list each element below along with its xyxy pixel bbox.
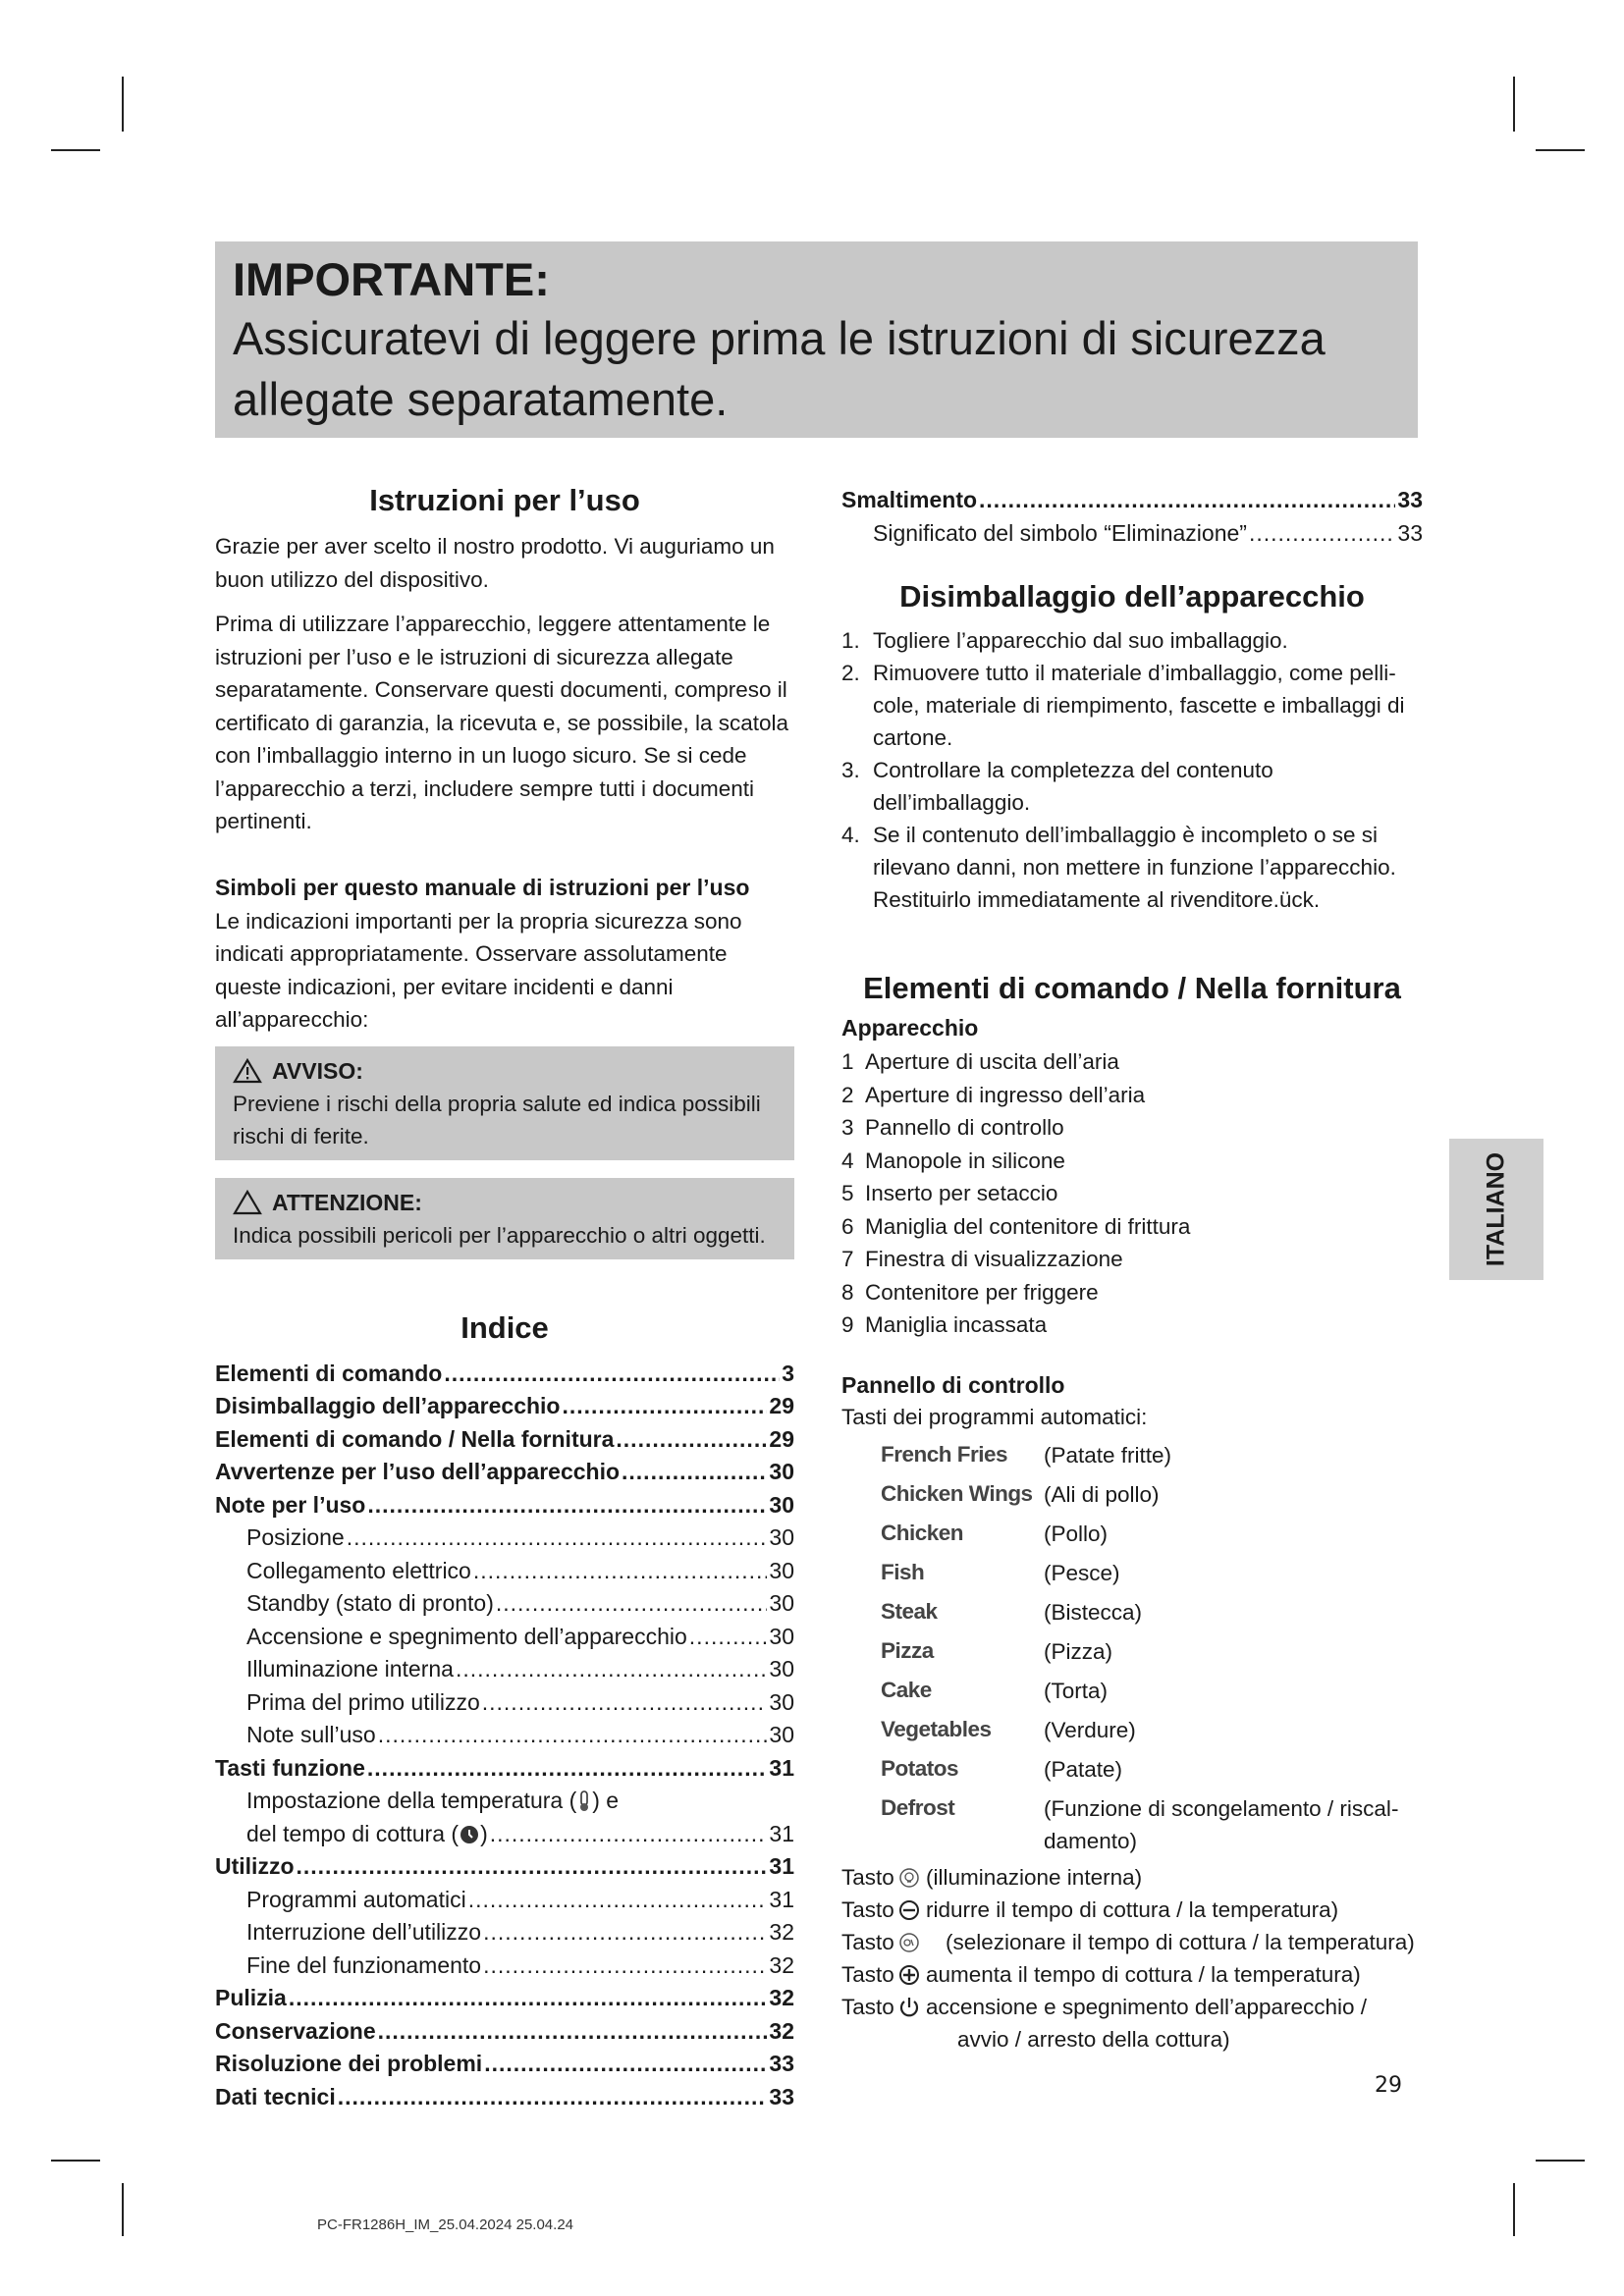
part-number: 2	[841, 1082, 854, 1107]
toc-dots	[468, 1884, 768, 1917]
toc-entry-page: 31	[769, 1886, 794, 1912]
toc-entry[interactable]	[215, 1358, 794, 1391]
footer-code: PC-FR1286H_IM_25.04.2024 25.04.24	[317, 2216, 574, 2233]
toc-entry-page: 33	[769, 2051, 794, 2076]
unpacking-step	[841, 657, 1423, 754]
toc-entry-label: Standby (stato di pronto)	[246, 1590, 494, 1616]
crop-mark	[1536, 2160, 1585, 2162]
program-desc: (Pesce)	[1044, 1561, 1120, 1585]
program-desc: (Pizza)	[1044, 1639, 1113, 1664]
toc-temp-line-1: Impostazione della temperatura ( ) e	[246, 1788, 620, 1813]
key-row-light: Tasto (illuminazione interna)	[841, 1865, 1143, 1890]
part-item	[841, 1177, 1423, 1210]
toc-dots	[1249, 517, 1395, 551]
toc-entry-label: Dati tecnici	[215, 2083, 336, 2109]
part-item	[841, 1045, 1423, 1079]
toc-entry-label: Conservazione	[215, 2017, 376, 2044]
toc-entry[interactable]	[215, 1686, 794, 1720]
clock-icon	[459, 1824, 480, 1845]
program-row	[841, 1749, 1423, 1789]
toc-entry-page: 3	[782, 1360, 794, 1386]
toc-entry-label: Disimballaggio dell’apparecchio	[215, 1393, 561, 1418]
toc-dots	[482, 1686, 768, 1720]
thermometer-icon	[576, 1790, 592, 1812]
program-key: Chicken	[881, 1521, 964, 1545]
toc-dots	[367, 1752, 768, 1786]
banner-text: Assicuratevi di leggere prima le istruzioni di sicurezza allegate separatamente.	[233, 312, 1326, 425]
unpacking-step	[841, 819, 1423, 916]
toc-entry-page: 30	[769, 1459, 794, 1484]
toc-entry-page: 30	[769, 1623, 794, 1649]
toc-entry[interactable]	[215, 1752, 794, 1786]
toc-entry[interactable]	[215, 1850, 794, 1884]
toc-dots	[473, 1555, 768, 1588]
part-label: Aperture di ingresso dell’aria	[865, 1082, 1146, 1107]
toc-entry[interactable]	[841, 484, 1423, 517]
part-label: Contenitore per friggere	[865, 1279, 1099, 1305]
intro-para-2: Prima di utilizzare l’apparecchio, leggere attentamente le istruzioni per l’uso e le istruzioni di sicurezza allegate separatamente. Conservare questi documenti, compreso il certificato di garanzia, la ricevuta e, se possibile, la scatola con l’imballaggio interno in un luogo sicuro. Se si cede l’apparecchio a terzi, includere sempre tutti i documenti pertinenti.	[215, 612, 789, 833]
toc-entry-label: Prima del primo utilizzo	[246, 1688, 480, 1715]
minus-icon	[898, 1899, 920, 1921]
program-row	[841, 1631, 1423, 1671]
toc-entry[interactable]	[841, 517, 1423, 551]
toc-entry[interactable]	[215, 1719, 794, 1752]
part-number: 6	[841, 1213, 854, 1239]
toc-entry-page: 30	[769, 1557, 794, 1583]
toc-entry-label: Accensione e spegnimento dell’apparecchio	[246, 1623, 687, 1649]
programs-intro: Tasti dei programmi automatici:	[841, 1404, 1148, 1429]
toc-entry-label: Risoluzione dei problemi	[215, 2051, 483, 2076]
program-row	[841, 1435, 1423, 1474]
toc-list	[215, 1358, 794, 1786]
language-tab	[1449, 1139, 1543, 1280]
warning-title: AVVISO:	[272, 1057, 363, 1084]
toc-entry[interactable]	[215, 1555, 794, 1588]
key-row-select: Tasto (selezionare il tempo di cottura / la temperatura)	[841, 1930, 1415, 1954]
warning-text: Previene i rischi della propria salute ed indica possibili rischi di ferite.	[233, 1091, 761, 1148]
part-label: Maniglia del contenitore di frittura	[865, 1213, 1191, 1239]
toc-entry-label: Elementi di comando	[215, 1360, 443, 1386]
toc-dots	[483, 1916, 767, 1949]
symbols-text: Le indicazioni importanti per la propria sicurezza sono indicati appropriatamente. Osservare assolutamente queste indicazioni, per evitare incidenti e danni all’apparecchio:	[215, 908, 742, 1032]
toc-list-right	[841, 484, 1423, 550]
keys-last-line: avvio / arresto della cottura)	[957, 2027, 1230, 2052]
toc-entry-page: 32	[769, 2017, 794, 2044]
keys-list	[841, 1861, 1423, 2056]
toc-entry-page: 32	[769, 1919, 794, 1945]
toc-heading: Indice	[460, 1309, 549, 1345]
toc-entry-label: Fine del funzionamento	[246, 1951, 482, 1978]
program-desc: (Funzione di scongelamento / riscaldamento)	[1044, 1796, 1399, 1853]
key-row-power: Tasto accensione e spegnimento dell’apparecchio /	[841, 1995, 1368, 2019]
toc-dots	[979, 484, 1395, 517]
toc-entry-page: 31	[769, 1853, 794, 1879]
crop-mark	[122, 2183, 124, 2236]
toc-temp-line-2[interactable]: del tempo di cottura ( ) ..... 31	[215, 1818, 794, 1851]
part-label: Maniglia incassata	[865, 1312, 1048, 1337]
program-key: Vegetables	[881, 1717, 992, 1741]
caution-title: ATTENZIONE:	[272, 1189, 422, 1215]
part-item	[841, 1308, 1423, 1342]
select-icon	[898, 1932, 920, 1953]
toc-entry-page: 30	[769, 1590, 794, 1616]
step-number: 4.	[841, 823, 860, 847]
part-label: Aperture di uscita dell’aria	[865, 1049, 1119, 1074]
part-number: 3	[841, 1115, 854, 1140]
program-desc: (Verdure)	[1044, 1718, 1136, 1742]
unpacking-steps	[841, 624, 1423, 916]
parts-list	[841, 1045, 1423, 1342]
panel-heading: Pannello di controllo	[841, 1371, 1065, 1398]
toc-entry-page: 30	[769, 1722, 794, 1747]
part-item	[841, 1276, 1423, 1309]
toc-dots	[622, 1456, 767, 1489]
toc-entry-label: Tasti funzione	[215, 1754, 365, 1781]
toc-entry-page: 29	[769, 1393, 794, 1418]
toc-dots	[562, 1390, 767, 1423]
toc-dots	[496, 1587, 768, 1621]
toc-entry[interactable]	[215, 1653, 794, 1686]
step-text: Togliere l’apparecchio dal suo imballaggio.	[873, 628, 1288, 653]
part-label: Finestra di visualizzazione	[865, 1247, 1123, 1271]
program-key: Pizza	[881, 1638, 934, 1663]
program-key: Steak	[881, 1599, 938, 1624]
toc-entry[interactable]	[215, 2081, 794, 2114]
part-number: 1	[841, 1049, 854, 1074]
toc-dots	[689, 1621, 768, 1654]
symbols-heading: Simboli per questo manuale di istruzioni per l’uso	[215, 874, 750, 900]
part-item	[841, 1111, 1423, 1145]
toc-dots	[289, 1982, 768, 2015]
toc-entry-page: 30	[769, 1688, 794, 1715]
toc-entry[interactable]	[215, 2015, 794, 2049]
part-number: 5	[841, 1181, 854, 1205]
toc-entry-page: 33	[769, 2083, 794, 2109]
toc-entry-label: Note sull’uso	[246, 1722, 376, 1747]
toc-dots	[616, 1423, 767, 1457]
part-label: Pannello di controllo	[865, 1115, 1064, 1140]
unpacking-step	[841, 624, 1423, 657]
toc-entry[interactable]	[215, 1456, 794, 1489]
program-key: French Fries	[881, 1442, 1008, 1467]
light-icon	[898, 1867, 920, 1889]
toc-entry[interactable]	[215, 1949, 794, 1983]
warning-box	[215, 1046, 794, 1160]
program-row	[841, 1671, 1423, 1710]
left-column	[215, 481, 794, 2113]
program-row	[841, 1592, 1423, 1631]
toc-entry[interactable]	[215, 1522, 794, 1555]
toc-entry-label: Smaltimento	[841, 487, 978, 512]
step-text: Rimuovere tutto il materiale d’imballaggio, come pellicole, materiale di riempimento, fascette e imballaggi di cartone.	[873, 661, 1405, 750]
caution-box	[215, 1178, 794, 1259]
language-tab-label: ITALIANO	[1482, 1151, 1510, 1267]
part-label: Inserto per setaccio	[865, 1181, 1058, 1205]
toc-entry-page: 30	[769, 1524, 794, 1550]
right-column	[841, 484, 1423, 2056]
toc-entry-label: Interruzione dell’utilizzo	[246, 1919, 482, 1945]
program-key: Cake	[881, 1678, 932, 1702]
intro-para-1: Grazie per aver scelto il nostro prodotto. Vi auguriamo un buon utilizzo del dispositivo.	[215, 534, 775, 592]
program-row	[841, 1514, 1423, 1553]
program-row	[841, 1789, 1423, 1857]
toc-dots	[444, 1358, 780, 1391]
program-desc: (Bistecca)	[1044, 1600, 1143, 1625]
toc-entry-label: Posizione	[246, 1524, 345, 1550]
toc-entry-label: Avvertenze per l’uso dell’apparecchio	[215, 1459, 621, 1484]
step-number: 1.	[841, 628, 860, 653]
program-key: Defrost	[881, 1795, 955, 1820]
toc-entry-page: 30	[769, 1491, 794, 1518]
toc-dots	[338, 2081, 768, 2114]
unpacking-step	[841, 754, 1423, 819]
toc-entry-page: 32	[769, 1985, 794, 2010]
toc-entry[interactable]	[215, 1884, 794, 1917]
toc-entry-page: 29	[769, 1425, 794, 1452]
key-row-minus: Tasto ridurre il tempo di cottura / la temperatura)	[841, 1897, 1339, 1922]
toc-entry-label: Programmi automatici	[246, 1886, 466, 1912]
program-key: Potatos	[881, 1756, 959, 1781]
warning-icon	[233, 1058, 262, 1084]
program-row	[841, 1474, 1423, 1514]
program-desc: (Pollo)	[1044, 1522, 1109, 1546]
banner-title: IMPORTANTE:	[233, 253, 550, 305]
program-key: Fish	[881, 1560, 925, 1584]
controls-heading: Elementi di comando / Nella fornitura	[863, 971, 1401, 1005]
step-number: 2.	[841, 661, 860, 685]
part-item	[841, 1145, 1423, 1178]
program-row	[841, 1710, 1423, 1749]
toc-list-2	[215, 1850, 794, 2113]
device-heading: Apparecchio	[841, 1015, 979, 1041]
program-desc: (Torta)	[1044, 1679, 1109, 1703]
key-row-plus: Tasto aumenta il tempo di cottura / la temperatura)	[841, 1962, 1361, 1987]
program-desc: (Patate fritte)	[1044, 1443, 1172, 1468]
part-item	[841, 1210, 1423, 1244]
part-number: 7	[841, 1247, 854, 1271]
toc-dots	[297, 1850, 768, 1884]
crop-mark	[1513, 2183, 1515, 2236]
toc-entry-page: 33	[1397, 487, 1423, 512]
crop-mark	[51, 149, 100, 151]
toc-entry[interactable]	[215, 1916, 794, 1949]
step-text: Se il contenuto dell’imballaggio è incompleto o se si rilevano danni, non mettere in funzione l’apparecchio. Restituirlo immediatamente al rivenditore.ück.	[873, 823, 1396, 912]
part-number: 9	[841, 1312, 854, 1337]
step-text: Controllare la completezza del contenuto dell’imballaggio.	[873, 758, 1273, 815]
toc-entry-label: Pulizia	[215, 1985, 287, 2010]
toc-entry-page: 30	[769, 1656, 794, 1682]
program-desc: (Patate)	[1044, 1757, 1123, 1782]
toc-entry[interactable]	[215, 1982, 794, 2015]
toc-entry[interactable]	[215, 1489, 794, 1522]
toc-dots	[456, 1653, 767, 1686]
part-label: Manopole in silicone	[865, 1148, 1065, 1173]
step-number: 3.	[841, 758, 860, 782]
part-number: 8	[841, 1279, 854, 1305]
crop-mark	[1513, 77, 1515, 132]
toc-entry-label: Elementi di comando / Nella fornitura	[215, 1425, 615, 1452]
program-desc: (Ali di pollo)	[1044, 1482, 1160, 1507]
part-item	[841, 1243, 1423, 1276]
unpacking-heading: Disimballaggio dell’apparecchio	[899, 579, 1365, 614]
program-key: Chicken Wings	[881, 1481, 1033, 1506]
plus-icon	[898, 1964, 920, 1986]
caution-text: Indica possibili pericoli per l’apparecchio o altri oggetti.	[233, 1222, 766, 1248]
toc-entry[interactable]	[215, 1423, 794, 1457]
page-number: 29	[1375, 2073, 1402, 2098]
crop-mark	[51, 2160, 100, 2162]
toc-dots	[378, 2015, 768, 2049]
toc-entry[interactable]	[215, 1390, 794, 1423]
intro-heading: Istruzioni per l’uso	[369, 483, 640, 517]
crop-mark	[122, 77, 124, 132]
toc-entry-label: Note per l’uso	[215, 1491, 366, 1518]
caution-icon	[233, 1190, 262, 1215]
toc-entry[interactable]	[215, 1587, 794, 1621]
toc-dots	[483, 1949, 767, 1983]
toc-entry-page: 31	[769, 1754, 794, 1781]
toc-dots	[367, 1489, 767, 1522]
toc-dots	[347, 1522, 768, 1555]
program-row	[841, 1553, 1423, 1592]
toc-entry-label: Illuminazione interna	[246, 1656, 454, 1682]
toc-entry-page: 32	[769, 1951, 794, 1978]
part-number: 4	[841, 1148, 854, 1173]
toc-entry-label: Significato del simbolo “Eliminazione”	[873, 519, 1247, 546]
toc-entry[interactable]	[215, 1621, 794, 1654]
toc-entry[interactable]	[215, 2048, 794, 2081]
toc-entry-page: 33	[1397, 519, 1423, 546]
toc-entry-label: Collegamento elettrico	[246, 1557, 471, 1583]
power-icon	[898, 1996, 920, 2019]
toc-dots	[378, 1719, 768, 1752]
toc-dots	[484, 2048, 767, 2081]
important-banner	[215, 241, 1418, 438]
part-item	[841, 1079, 1423, 1112]
crop-mark	[1536, 149, 1585, 151]
toc-entry-label: Utilizzo	[215, 1853, 295, 1879]
programs-list	[841, 1435, 1423, 1857]
